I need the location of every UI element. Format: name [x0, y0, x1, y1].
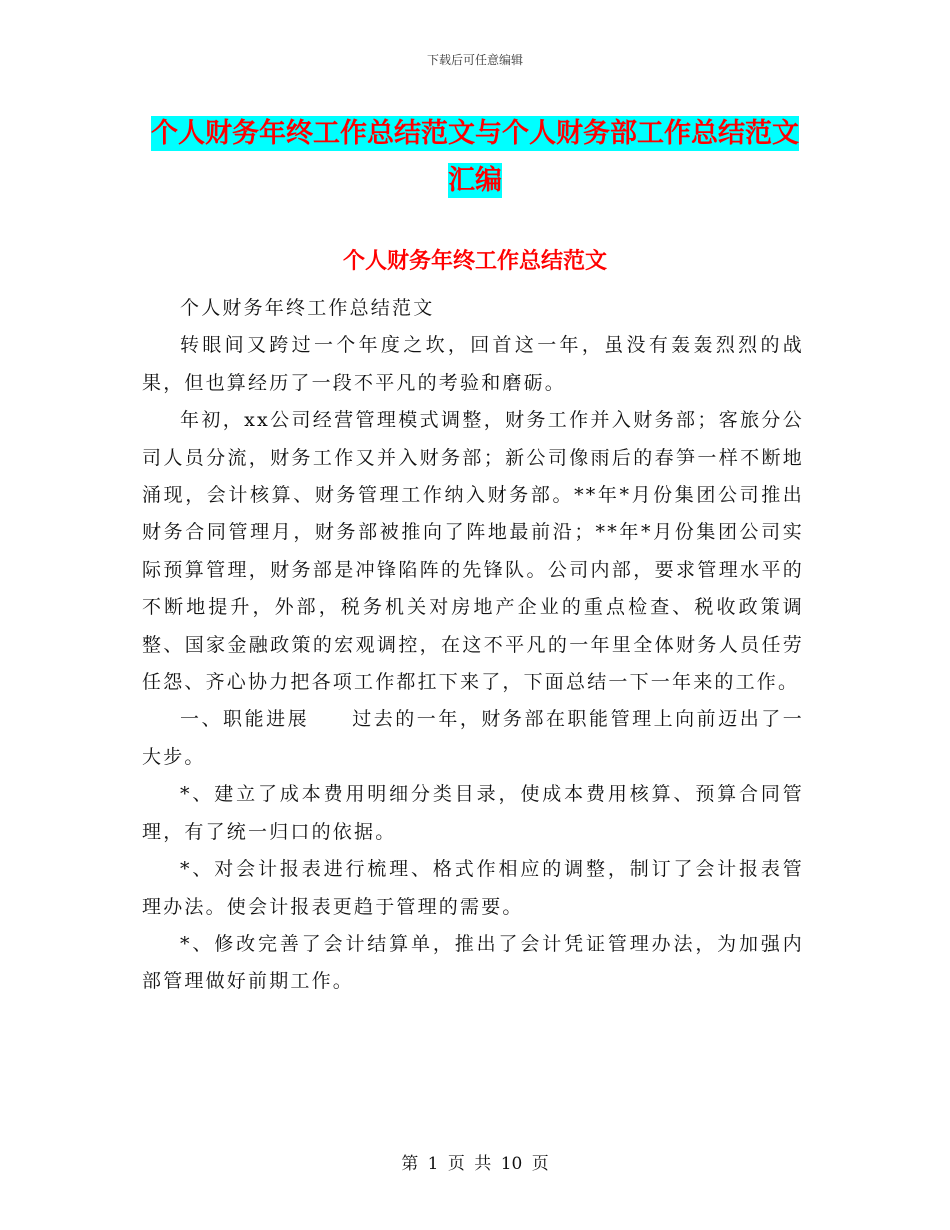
- document-title: [140, 110, 810, 204]
- paragraph: 年初，xx公司经营管理模式调整，财务工作并入财务部；客旅分公司人员分流，财务工作又并入财务部；新公司像雨后的春笋一样不断地涌现，会计核算、财务管理工作纳入财务部。**年*月份集团公司推出财务合同管理月，财务部被推向了阵地最前沿；**年*月份集团公司实际预算管理，财务部是冲锋陷阵的先锋队。公司内部，要求管理水平的不断地提升，外部，税务机关对房地产企业的重点检查、税收政策调整、国家金融政策的宏观调控，在这不平凡的一年里全体财务人员任劳任怨、齐心协力把各项工作都扛下来了，下面总结一下一年来的工作。: [142, 409, 804, 694]
- paragraph: 转眼间又跨过一个年度之坎，回首这一年，虽没有轰轰烈烈的战果，但也算经历了一段不平凡的考验和磨砺。: [142, 334, 804, 394]
- document-body: [142, 290, 804, 1001]
- paragraph: *、建立了成本费用明细分类目录，使成本费用核算、预算合同管理，有了统一归口的依据。: [142, 783, 804, 843]
- page-footer-number: 第 1 页 共 10 页: [401, 1154, 549, 1174]
- paragraph: *、对会计报表进行梳理、格式作相应的调整，制订了会计报表管理办法。使会计报表更趋于管理的需要。: [142, 858, 804, 918]
- paragraph: *、修改完善了会计结算单，推出了会计凭证管理办法，为加强内部管理做好前期工作。: [142, 932, 804, 993]
- page-header-note: 下载后可任意编辑: [426, 53, 523, 67]
- document-title-text: 个人财务年终工作总结范文与个人财务部工作总结范文汇编: [151, 118, 799, 196]
- paragraph: 一、职能进展 过去的一年，财务部在职能管理上向前迈出了一大步。: [142, 708, 804, 768]
- section-title: 个人财务年终工作总结范文: [342, 249, 607, 274]
- paragraph: 个人财务年终工作总结范文: [180, 297, 435, 319]
